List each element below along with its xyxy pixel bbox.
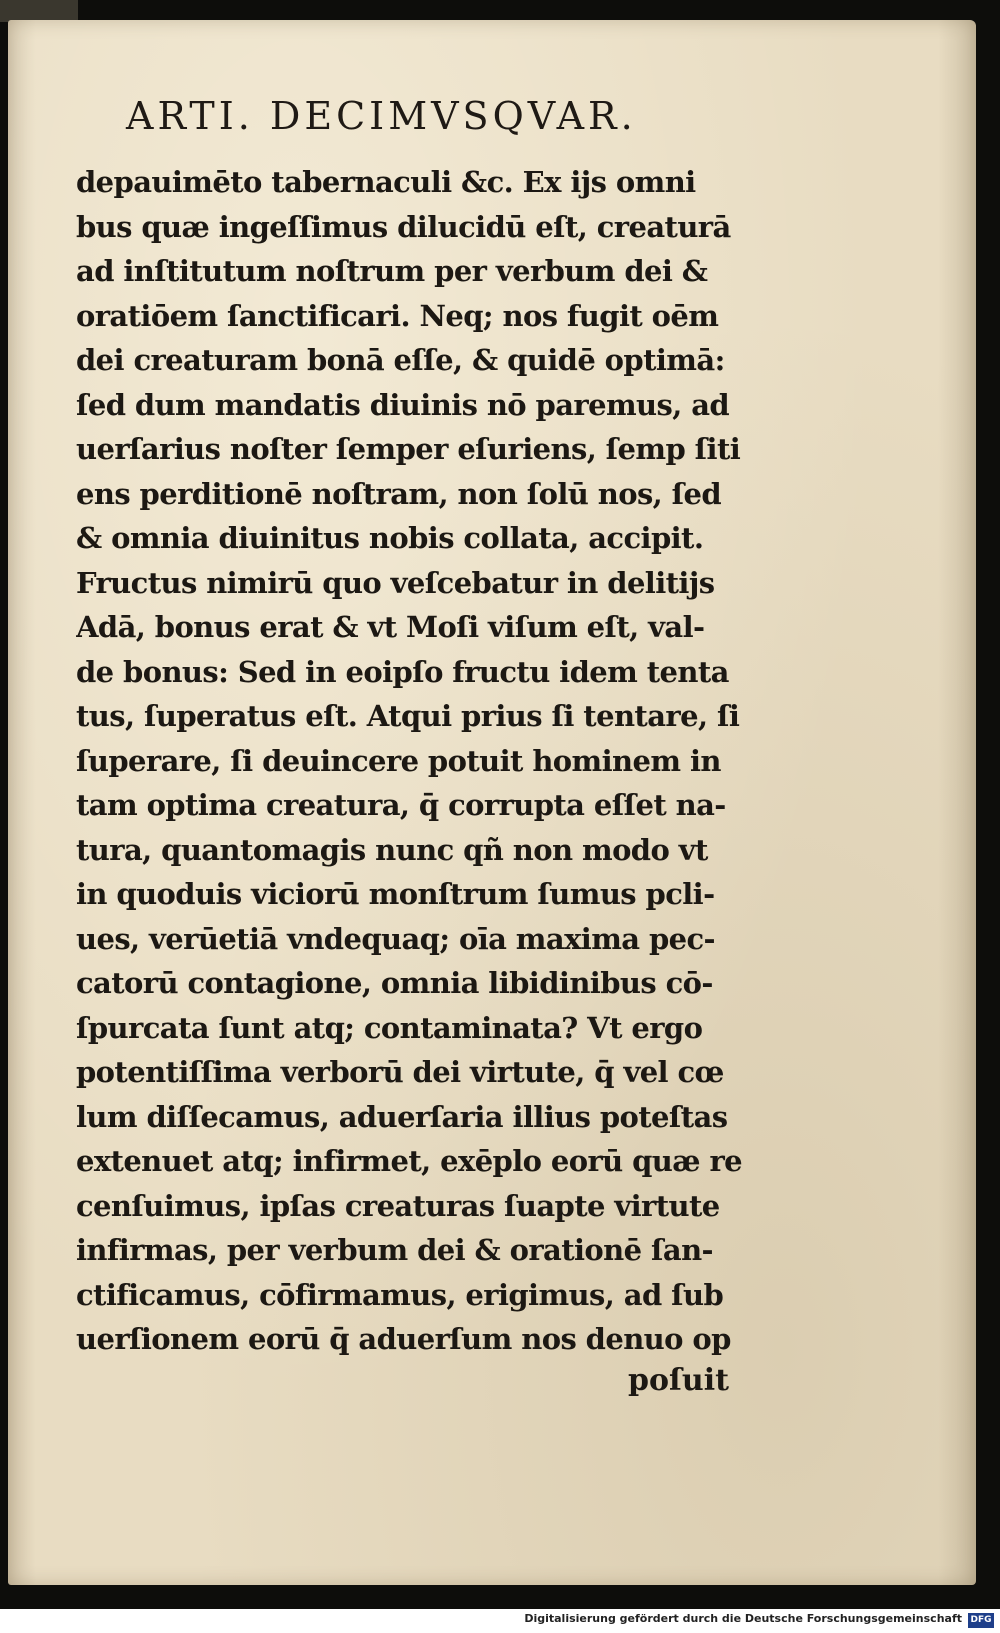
text-line: cenſuimus, ipſas creaturas ſuapte virtute (76, 1188, 720, 1223)
text-line: ſuperare, ſi deuincere potuit hominem in (76, 743, 721, 778)
text-line: & omnia diuinitus nobis collata, accipit. (76, 521, 704, 555)
text-line: extenuet atq; infirmet, exēplo eorū quæ re (76, 1144, 743, 1178)
text-line: ſed dum mandatis diuinis nō paremus, ad (76, 387, 730, 422)
catchword: poſuit (628, 1363, 729, 1398)
text-line: in quoduis viciorū monſtrum ſumus pcli- (76, 877, 715, 911)
text-line: depauimēto tabernaculi &c. Ex ijs omni (76, 165, 696, 199)
text-line: dei creaturam bonā eſſe, & quidē optimā: (76, 343, 725, 377)
text-line: bus quæ ingeſſimus dilucidū eſt, creaturā (76, 209, 731, 244)
text-line: tus, ſuperatus eſt. Atqui prius ſi tentare, ſi (76, 699, 740, 733)
text-line: catorū contagione, omnia libidinibus cō- (76, 966, 713, 1000)
text-line: infirmas, per verbum dei & orationē ſan- (76, 1233, 713, 1267)
text-block (76, 160, 746, 1362)
text-line: ens perditionē noſtram, non ſolū nos, ſed (76, 476, 722, 511)
text-line: tam optima creatura, q̄ corrupta eſſet na- (76, 788, 726, 822)
text-line: de bonus: Sed in eoipſo fructu idem tenta (76, 654, 729, 689)
text-line: Adā, bonus erat & vt Moſi viſum eſt, val- (76, 610, 705, 644)
text-line: uerſionem eorū q̄ aduerſum nos denuo op (76, 1322, 731, 1356)
dfg-logo: DFG (968, 1613, 994, 1628)
text-line: Fructus nimirū quo veſcebatur in delitijs (76, 565, 715, 600)
text-line: ad inſtitutum noſtrum per verbum dei & (76, 254, 708, 288)
text-line: lum diſſecamus, aduerſaria illius poteſtas (76, 1099, 728, 1134)
text-line: uerſarius noſter ſemper eſuriens, ſemp ſiti (76, 432, 741, 466)
funding-credit: Digitalisierung gefördert durch die Deutsche Forschungsgemeinschaft (524, 1612, 962, 1625)
text-line: oratiōem ſanctificari. Neq; nos fugit oēm (76, 298, 719, 333)
text-line: ctificamus, cōfirmamus, erigimus, ad ſub (76, 1277, 724, 1312)
text-line: tura, quantomagis nunc qñ non modo vt (76, 832, 708, 867)
book-corner (0, 0, 78, 22)
footer-bar (0, 1609, 1000, 1633)
running-head: ARTI. DECIMVSQVAR. (126, 94, 637, 138)
text-line: potentiſſima verborū dei virtute, q̄ vel cœ (76, 1055, 724, 1089)
book-page (8, 20, 976, 1585)
text-line: ues, verūetiā vndequaq; oīa maxima pec- (76, 921, 715, 956)
text-line: ſpurcata ſunt atq; contaminata? Vt ergo (76, 1010, 703, 1045)
